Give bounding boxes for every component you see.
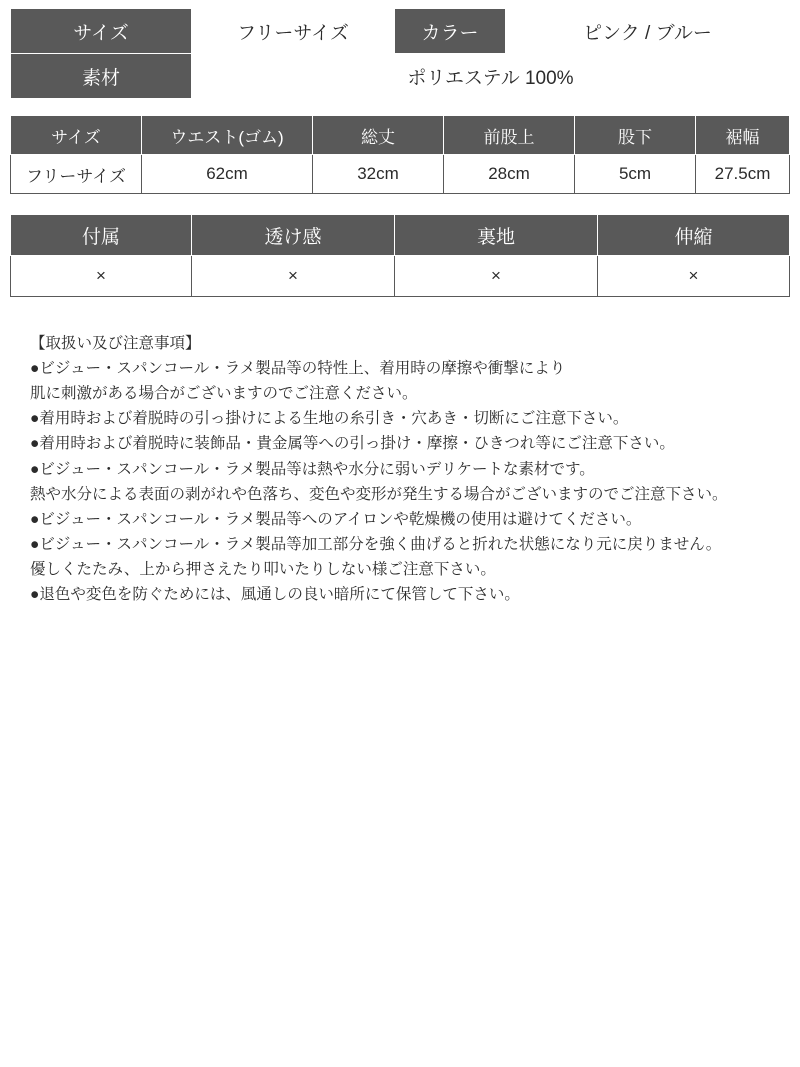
table-row	[11, 9, 790, 54]
measure-value-total-length: 32cm	[313, 155, 444, 194]
measure-value-size: フリーサイズ	[11, 155, 142, 194]
measure-value-waist: 62cm	[142, 155, 313, 194]
care-notes	[10, 331, 790, 607]
table-row	[11, 256, 790, 297]
notes-line: ●ビジュー・スパンコール・ラメ製品等へのアイロンや乾燥機の使用は避けてください。	[30, 510, 642, 528]
table-header-row	[11, 215, 790, 256]
attr-header-accessory: 付属	[11, 215, 192, 256]
attr-value-sheerness: ×	[192, 256, 395, 297]
notes-line: ●ビジュー・スパンコール・ラメ製品等加工部分を強く曲げると折れた状態になり元に戻りません。	[30, 535, 722, 553]
attr-header-stretch: 伸縮	[598, 215, 790, 256]
notes-line: 熱や水分による表面の剥がれや色落ち、変色や変形が発生する場合がございますのでご注意下さい。	[30, 485, 728, 503]
spec-value-material: ポリエステル 100%	[192, 54, 790, 99]
notes-title: 【取扱い及び注意事項】	[30, 335, 201, 352]
spec-value-color: ピンク / ブルー	[506, 9, 790, 54]
table-row	[11, 54, 790, 99]
measure-header-hem-width: 裾幅	[696, 116, 790, 155]
spec-value-size: フリーサイズ	[192, 9, 395, 54]
notes-line: 肌に刺激がある場合がございますのでご注意ください。	[30, 385, 418, 403]
measure-value-hem-width: 27.5cm	[696, 155, 790, 194]
measure-header-waist: ウエスト(ゴム)	[142, 116, 313, 155]
notes-line: ●ビジュー・スパンコール・ラメ製品等は熱や水分に弱いデリケートな素材です。	[30, 460, 595, 478]
notes-line: ●退色や変色を防ぐためには、風通しの良い暗所にて保管して下さい。	[30, 586, 520, 604]
measure-header-total-length: 総丈	[313, 116, 444, 155]
table-row	[11, 155, 790, 194]
measure-value-front-rise: 28cm	[444, 155, 575, 194]
measure-header-size: サイズ	[11, 116, 142, 155]
spec-label-size: サイズ	[11, 9, 192, 54]
measure-header-inseam: 股下	[575, 116, 696, 155]
notes-line: ●着用時および着脱時の引っ掛けによる生地の糸引き・穴あき・切断にご注意下さい。	[30, 410, 629, 428]
measure-header-front-rise: 前股上	[444, 116, 575, 155]
measurement-table	[10, 115, 790, 194]
spec-label-material: 素材	[11, 54, 192, 99]
attr-value-accessory: ×	[11, 256, 192, 297]
table-header-row	[11, 116, 790, 155]
attr-header-sheerness: 透け感	[192, 215, 395, 256]
attr-value-lining: ×	[395, 256, 598, 297]
measure-value-inseam: 5cm	[575, 155, 696, 194]
spec-label-color: カラー	[395, 9, 506, 54]
attr-header-lining: 裏地	[395, 215, 598, 256]
attr-value-stretch: ×	[598, 256, 790, 297]
spec-table	[10, 8, 790, 99]
notes-line: ●ビジュー・スパンコール・ラメ製品等の特性上、着用時の摩擦や衝撃により	[30, 360, 566, 378]
notes-line: 優しくたたみ、上から押さえたり叩いたりしない様ご注意下さい。	[30, 560, 496, 578]
attribute-table	[10, 214, 790, 297]
notes-line: ●着用時および着脱時に装飾品・貴金属等への引っ掛け・摩擦・ひきつれ等にご注意下さい。	[30, 435, 675, 453]
